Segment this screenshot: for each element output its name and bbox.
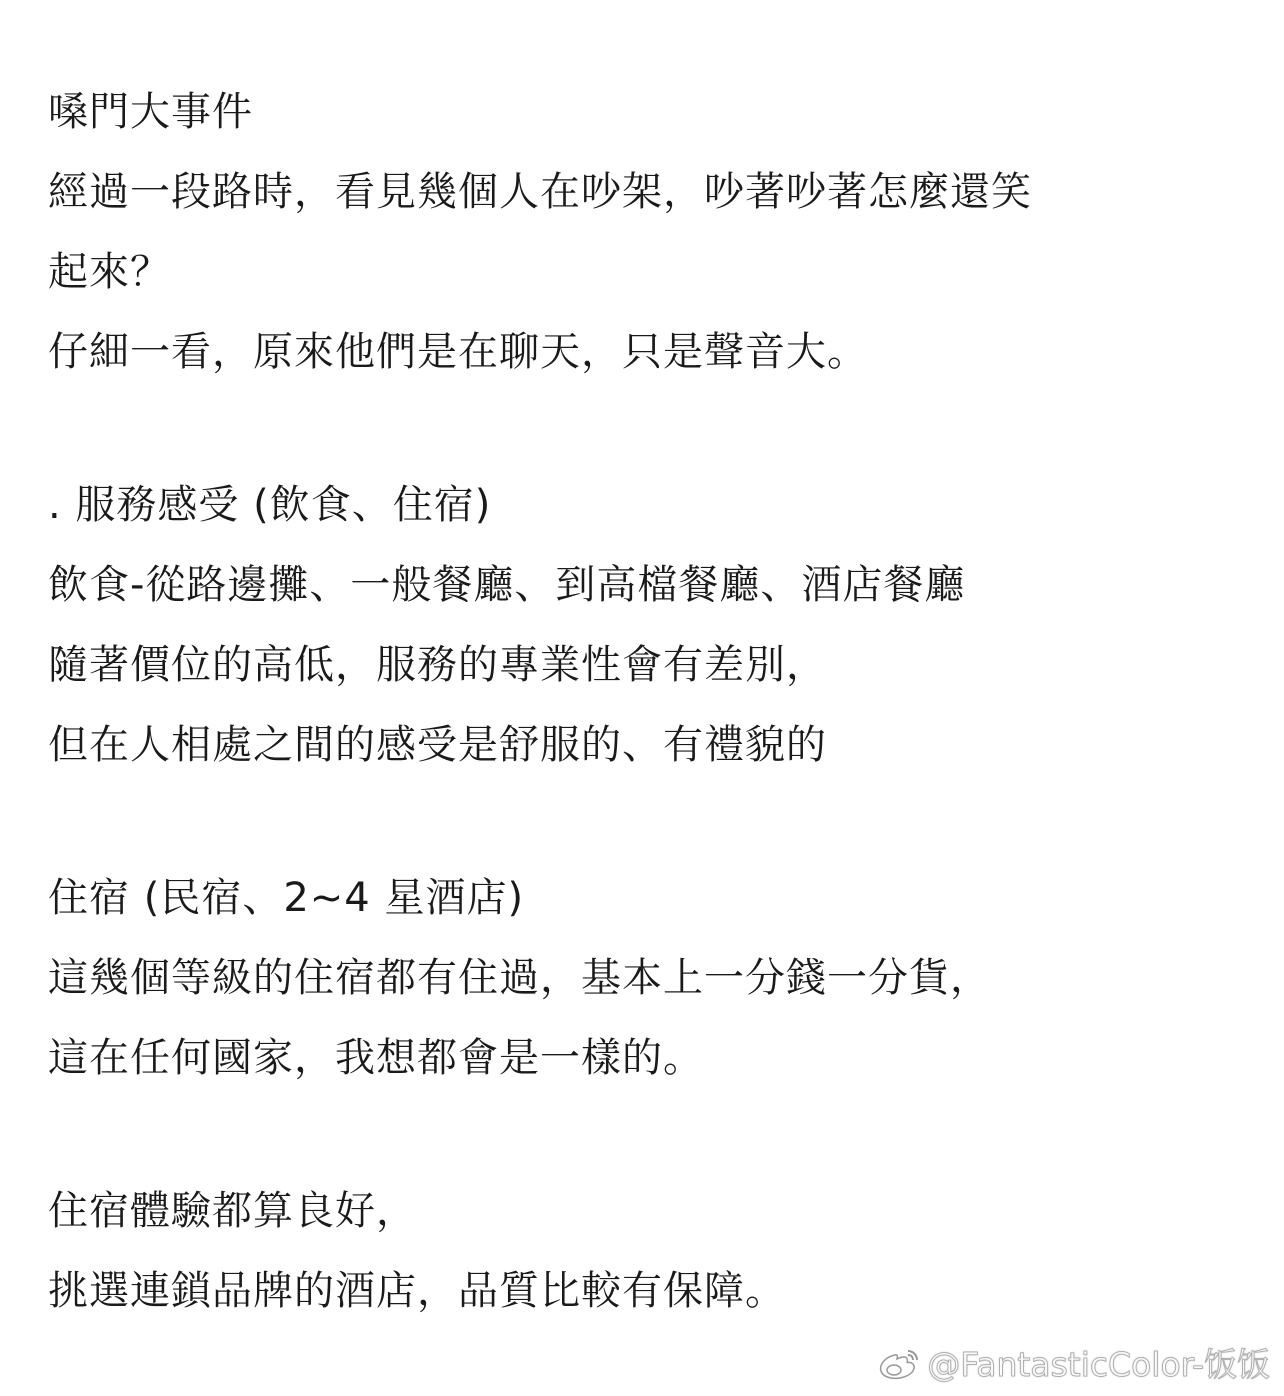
paragraph-line: 但在人相處之間的感受是舒服的、有禮貌的 [48, 722, 827, 768]
weibo-icon [877, 1345, 921, 1381]
section-title-loud-voices: 嗓門大事件 [48, 89, 253, 135]
paragraph-gap [48, 1098, 1228, 1171]
paragraph-line: 挑選連鎖品牌的酒店，品質比較有保障。 [48, 1268, 786, 1314]
paragraph-line: 隨著價位的高低，服務的專業性會有差別， [48, 642, 827, 688]
paragraph-line: 這在任何國家，我想都會是一樣的。 [48, 1035, 704, 1081]
document-body [48, 72, 1228, 1331]
paragraph-gap [48, 785, 1228, 858]
section-title-service: . 服務感受 (飲食、住宿) [48, 482, 492, 528]
watermark-text: @FantasticColor-饭饭 [927, 1345, 1270, 1384]
paragraph-line: 這幾個等級的住宿都有住過，基本上一分錢一分貨， [48, 955, 991, 1001]
paragraph-gap [48, 392, 1228, 465]
section-title-lodging: 住宿 (民宿、2~4 星酒店) [48, 875, 525, 921]
paragraph-line: 起來？ [48, 249, 171, 295]
paragraph-line: 經過一段路時，看見幾個人在吵架，吵著吵著怎麼還笑 [48, 169, 1032, 215]
paragraph-line: 仔細一看，原來他們是在聊天，只是聲音大。 [48, 329, 868, 375]
watermark [877, 1339, 1270, 1386]
paragraph-line: 飲食-從路邊攤、一般餐廳、到高檔餐廳、酒店餐廳 [48, 562, 966, 608]
paragraph-line: 住宿體驗都算良好， [48, 1188, 417, 1234]
